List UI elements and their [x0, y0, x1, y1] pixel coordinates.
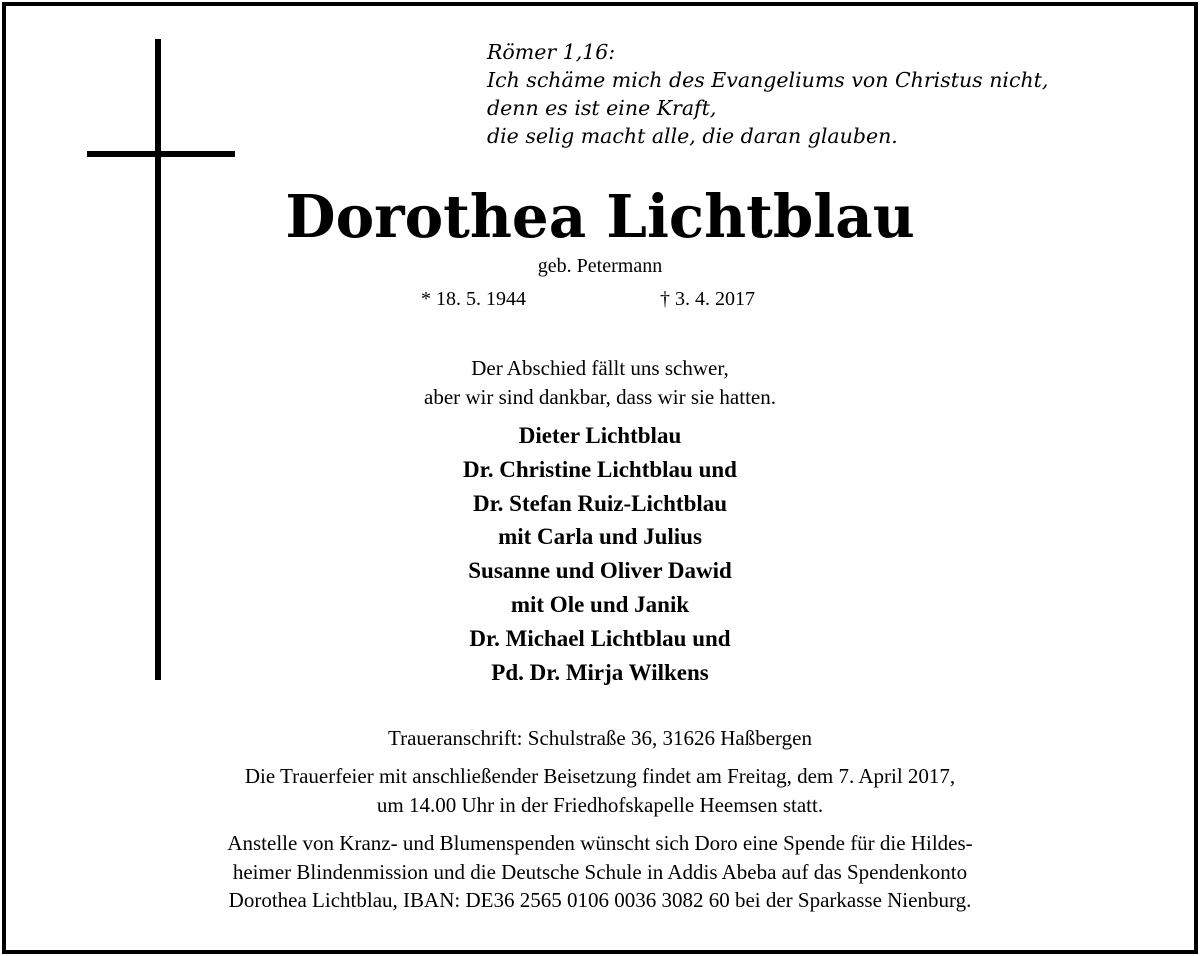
mourner-line: Dieter Lichtblau	[518, 423, 682, 448]
funeral-service-info	[0, 762, 1200, 820]
mourner-line: mit Carla und Julius	[498, 524, 702, 550]
mourner-line: Dr. Michael Lichtblau und	[469, 625, 731, 651]
cross-icon-crossbar	[87, 151, 235, 157]
donation-line: Dorothea Lichtblau, IBAN: DE36 2565 0106 0036 3082 60 bei der Sparkasse Nienburg.	[228, 888, 972, 912]
farewell-line: aber wir sind dankbar, dass wir sie hatten.	[424, 385, 776, 409]
bible-verse	[487, 38, 1167, 150]
death-date: † 3. 4. 2017	[660, 288, 755, 310]
mourner-line: Dr. Stefan Ruiz-Lichtblau	[472, 490, 728, 516]
mourner-line: Pd. Dr. Mirja Wilkens	[491, 659, 709, 685]
farewell-line: Der Abschied fällt uns schwer,	[471, 356, 729, 380]
deceased-name: Dorothea Lichtblau	[285, 182, 915, 251]
verse-line: Ich schäme mich des Evangeliums von Christus nicht,	[487, 68, 1049, 92]
donation-info	[0, 829, 1200, 915]
donation-line: Anstelle von Kranz- und Blumenspenden wünscht sich Doro eine Spende für die Hildes-	[227, 831, 973, 855]
verse-reference: Römer 1,16:	[487, 40, 616, 64]
mourner-line: Susanne und Oliver Dawid	[468, 558, 732, 584]
verse-line: die selig macht alle, die daran glauben.	[487, 124, 898, 148]
birth-date: * 18. 5. 1944	[421, 288, 526, 310]
mourner-line: Dr. Christine Lichtblau und	[463, 456, 737, 482]
donation-line: heimer Blindenmission und die Deutsche Schule in Addis Abeba auf das Spendenkonto	[232, 859, 968, 884]
service-line: um 14.00 Uhr in der Friedhofskapelle Heemsen statt.	[376, 793, 824, 817]
mourning-address: Traueranschrift: Schulstraße 36, 31626 Haßbergen	[388, 726, 812, 750]
service-line: Die Trauerfeier mit anschließender Beisetzung findet am Freitag, dem 7. April 2017,	[244, 764, 956, 788]
farewell-message	[0, 354, 1200, 412]
maiden-name: geb. Petermann	[537, 255, 663, 277]
mourner-line: mit Ole und Janik	[510, 591, 690, 617]
verse-line: denn es ist eine Kraft,	[487, 96, 717, 120]
mourners-list	[0, 419, 1200, 689]
deceased-name-block	[0, 180, 1200, 254]
